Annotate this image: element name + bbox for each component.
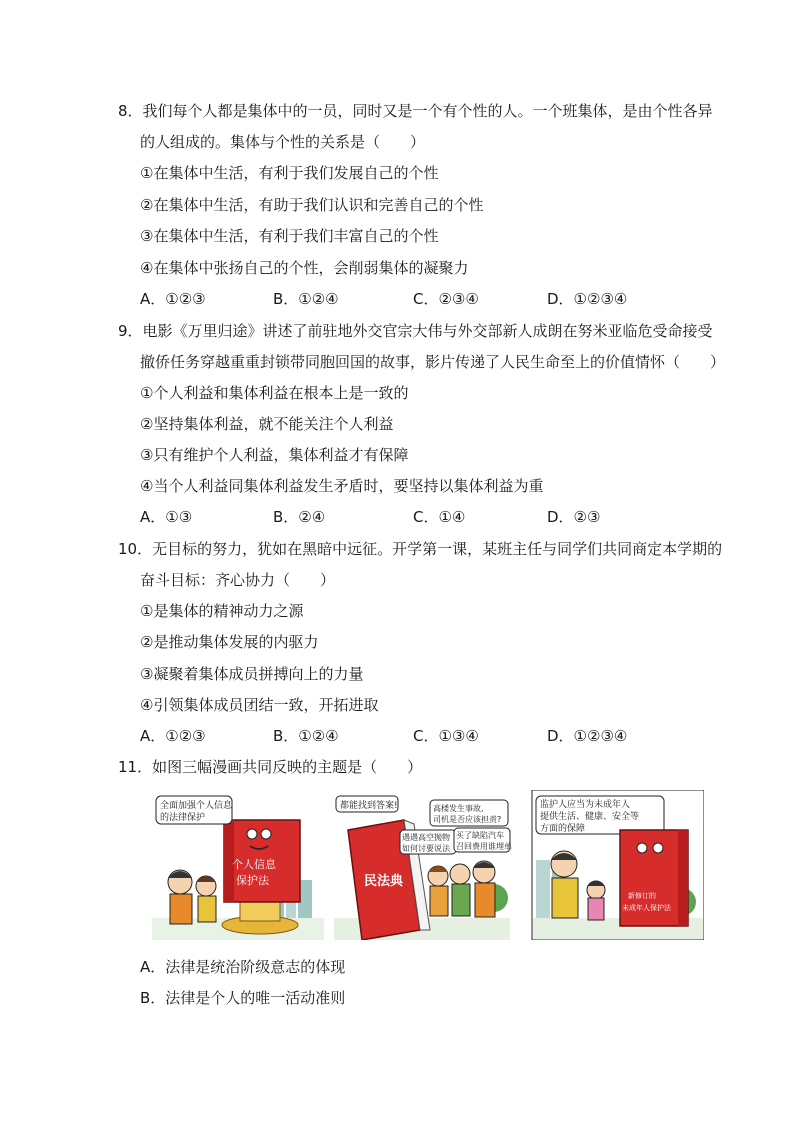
q9-item-4: ④当个人利益同集体利益发生矛盾时，要坚持以集体利益为重 bbox=[140, 477, 544, 495]
q10-option-d[interactable]: D．①②③④ bbox=[547, 727, 628, 745]
q10-option-c[interactable]: C．①③④ bbox=[413, 727, 479, 745]
bubble1-line1: 全面加强个人信息 bbox=[160, 801, 233, 811]
bubble2-answer: 都能找到答案! bbox=[340, 801, 398, 811]
q9-option-a[interactable]: A．①③ bbox=[140, 508, 193, 526]
bubble2-b2: 司机是否应该担责? bbox=[433, 815, 502, 824]
bubble3-line1: 监护人应当为未成年人 bbox=[540, 800, 631, 810]
q9-item-1: ①个人利益和集体利益在根本上是一致的 bbox=[140, 384, 409, 402]
q9-stem-line1: 9．电影《万里归途》讲述了前驻地外交官宗大伟与外交部新人成朗在努米亚临危受命接受 bbox=[118, 322, 713, 340]
q11-option-a[interactable]: A．法律是统治阶级意志的体现 bbox=[140, 958, 346, 976]
q8-item-4: ④在集体中张扬自己的个性，会削弱集体的凝聚力 bbox=[140, 259, 469, 277]
q8-option-b[interactable]: B．①②④ bbox=[273, 290, 339, 308]
q8-item-3: ③在集体中生活，有利于我们丰富自己的个性 bbox=[140, 227, 439, 245]
q8-stem-line1: 8．我们每个人都是集体中的一员，同时又是一个有个性的人。一个班集体，是由个性各异 bbox=[118, 102, 713, 120]
q11-cartoons bbox=[152, 790, 704, 940]
q9-option-c[interactable]: C．①④ bbox=[413, 508, 466, 526]
book3-line1: 新修订的 bbox=[628, 892, 656, 900]
q11-option-b[interactable]: B．法律是个人的唯一活动准则 bbox=[140, 989, 346, 1007]
q8-option-c[interactable]: C．②③④ bbox=[413, 290, 479, 308]
book-title-line2: 保护法 bbox=[236, 874, 269, 887]
bubble2-d2: 召回费用谁埋单 bbox=[456, 842, 512, 851]
bubble1-line2: 的法律保护 bbox=[160, 813, 206, 823]
cartoon-minor-protection-law bbox=[532, 790, 704, 940]
q10-item-4: ④引领集体成员团结一致，开拓进取 bbox=[140, 696, 379, 714]
cartoon-civil-code bbox=[334, 790, 512, 940]
q8-item-2: ②在集体中生活，有助于我们认识和完善自己的个性 bbox=[140, 196, 484, 214]
q10-option-b[interactable]: B．①②④ bbox=[273, 727, 339, 745]
q10-item-2: ②是推动集体发展的内驱力 bbox=[140, 633, 319, 651]
bubble3-line3: 方面的保障 bbox=[540, 824, 586, 834]
q10-stem-line2: 奋斗目标：齐心协力（ ） bbox=[140, 571, 336, 589]
q9-item-2: ②坚持集体利益，就不能关注个人利益 bbox=[140, 415, 394, 433]
q11-stem: 11．如图三幅漫画共同反映的主题是（ ） bbox=[118, 758, 423, 776]
bubble2-d1: 买了缺陷汽车 bbox=[456, 831, 504, 840]
bubble3-line2: 提供生活、健康、安全等 bbox=[540, 812, 640, 822]
q9-option-b[interactable]: B．②④ bbox=[273, 508, 326, 526]
q10-item-1: ①是集体的精神动力之源 bbox=[140, 602, 304, 620]
q10-stem-line1: 10．无目标的努力，犹如在黑暗中远征。开学第一课，某班主任与同学们共同商定本学期的 bbox=[118, 540, 723, 558]
book3-line2: 未成年人保护法 bbox=[622, 904, 671, 912]
bubble2-c1: 遇遇高空抛物 bbox=[402, 833, 450, 842]
q9-stem-line2: 撤侨任务穿越重重封锁带同胞回国的故事，影片传递了人民生命至上的价值情怀（ ） bbox=[140, 353, 726, 371]
q8-option-a[interactable]: A．①②③ bbox=[140, 290, 206, 308]
civil-code-title: 民法典 bbox=[364, 874, 404, 889]
q8-stem-line2: 的人组成的。集体与个性的关系是（ ） bbox=[140, 133, 426, 151]
q10-option-a[interactable]: A．①②③ bbox=[140, 727, 206, 745]
book-title-line1: 个人信息 bbox=[232, 858, 276, 871]
bubble2-c2: 如何讨要说法 bbox=[402, 844, 450, 853]
q8-option-d[interactable]: D．①②③④ bbox=[547, 290, 628, 308]
q10-item-3: ③凝聚着集体成员拼搏向上的力量 bbox=[140, 665, 364, 683]
bubble2-b1: 高楼发生事故, bbox=[433, 804, 484, 813]
q9-item-3: ③只有维护个人利益，集体利益才有保障 bbox=[140, 446, 409, 464]
cartoon-personal-info-law bbox=[152, 790, 324, 940]
q8-item-1: ①在集体中生活，有利于我们发展自己的个性 bbox=[140, 164, 439, 182]
q9-option-d[interactable]: D．②③ bbox=[547, 508, 601, 526]
